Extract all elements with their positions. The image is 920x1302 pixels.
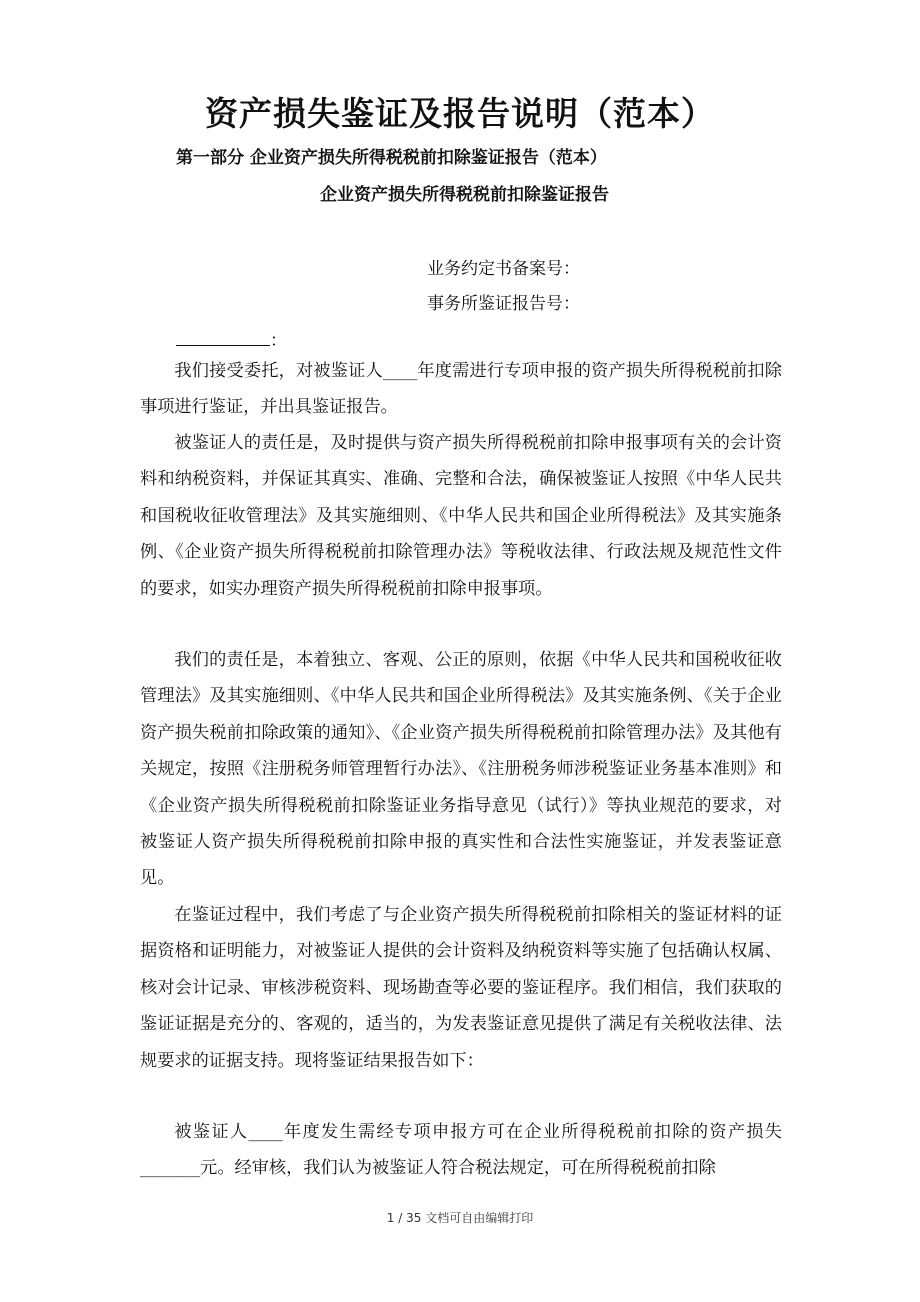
- filing-number-label: 业务约定书备案号：: [427, 259, 580, 279]
- paragraph-client-responsibility: 被鉴证人的责任是，及时提供与资产损失所得税税前扣除申报事项有关的会计资料和纳税资料，并保证其真实、准确、完整和合法，确保被鉴证人按照《中华人民共和国税收征收管理法》及其实施细则、《中华人民共和国企业所得税法》及其实施条例、《企业资产损失所得税税前扣除管理办法》等税收法律、行政法规及规范性文件的要求，如实办理资产损失所得税税前扣除申报事项。: [140, 433, 782, 599]
- report-heading: 企业资产损失所得税税前扣除鉴证报告: [320, 185, 609, 205]
- paragraph-procedures: 在鉴证过程中，我们考虑了与企业资产损失所得税税前扣除相关的鉴证材料的证据资格和证明能力，对被鉴证人提供的会计资料及纳税资料等实施了包括确认权属、核对会计记录、审核涉税资料、现场勘查等必要的鉴证程序。我们相信，我们获取的鉴证证据是充分的、客观的，适当的，为发表鉴证意见提供了满足有关税收法律、法规要求的证据支持。现将鉴证结果报告如下：: [140, 905, 782, 1071]
- paragraph-engagement: 我们接受委托，对被鉴证人____年度需进行专项申报的资产损失所得税税前扣除事项进行鉴证，并出具鉴证报告。: [140, 361, 782, 418]
- paragraph-conclusion: 被鉴证人____年度发生需经专项申报方可在企业所得税税前扣除的资产损失_______元。经审核，我们认为被鉴证人符合税法规定，可在所得税税前扣除: [140, 1122, 782, 1179]
- page-footer: 1 / 35 文档可自由编辑打印: [386, 1211, 534, 1225]
- addressee-blank: [176, 331, 270, 346]
- part-heading: 第一部分 企业资产损失所得税税前扣除鉴证报告（范本）: [176, 148, 607, 168]
- addressee-line: [176, 326, 287, 351]
- paragraph-our-responsibility: 我们的责任是，本着独立、客观、公正的原则，依据《中华人民共和国税收征收管理法》及其实施细则、《中华人民共和国企业所得税法》及其实施条例、《关于企业资产损失税前扣除政策的通知》、《企业资产损失所得税税前扣除管理办法》及其他有关规定，按照《注册税务师管理暂行办法》、《注册税务师涉税鉴证业务基本准则》和《企业资产损失所得税税前扣除鉴证业务指导意见（试行）》等执业规范的要求，对被鉴证人资产损失所得税税前扣除申报的真实性和合法性实施鉴证，并发表鉴证意见。: [140, 650, 782, 889]
- document-title: 资产损失鉴证及报告说明（范本）: [205, 94, 715, 133]
- report-number-label: 事务所鉴证报告号：: [427, 294, 580, 314]
- addressee-colon: ：: [270, 331, 287, 351]
